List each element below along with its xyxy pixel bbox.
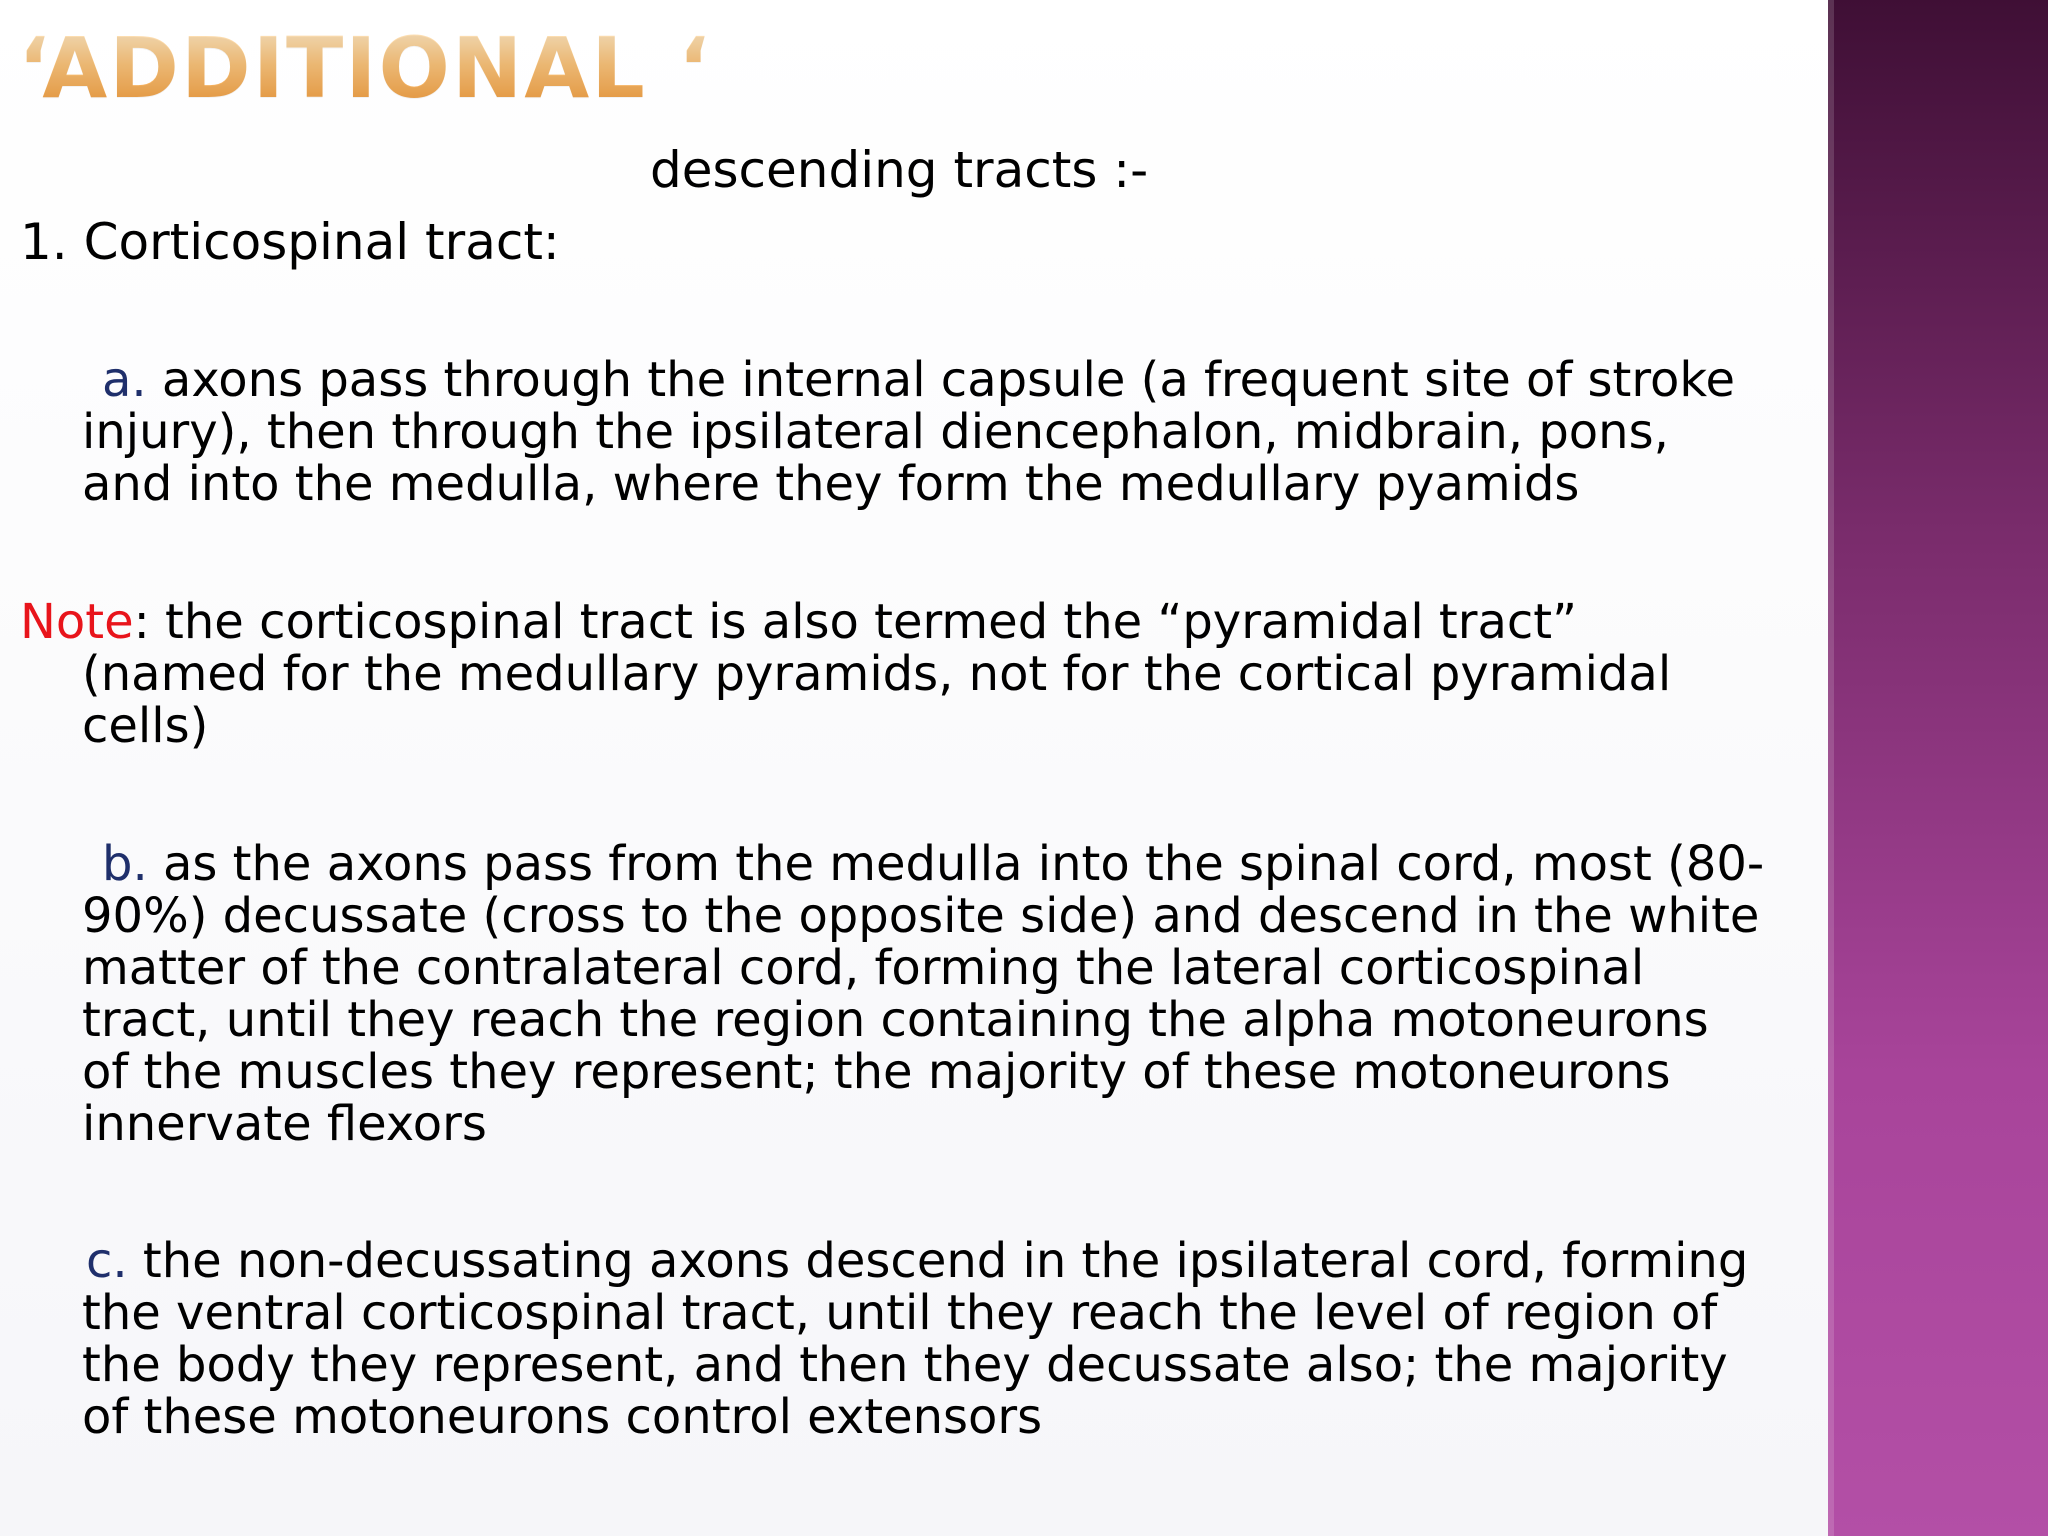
section-heading: 1. Corticospinal tract: <box>20 213 560 271</box>
paragraph-c-line-3: the body they represent, and then they decussate also; the majority <box>82 1337 1728 1393</box>
paragraph-b-line-6: innervate flexors <box>82 1096 487 1152</box>
note-line-3: cells) <box>82 698 209 754</box>
paragraph-c-text-1: the non-decussating axons descend in the ipsilateral cord, forming <box>127 1233 1749 1289</box>
paragraph-a-line-1 <box>82 354 1782 406</box>
paragraph-b-line-2: 90%) decussate (cross to the opposite side) and descend in the white <box>82 888 1760 944</box>
paragraph-b-line-1 <box>82 838 1782 890</box>
paragraph-b-line-3: matter of the contralateral cord, forming the lateral corticospinal <box>82 940 1645 996</box>
paragraph-c-line-1 <box>82 1235 1782 1287</box>
paragraph-c-line-2: the ventral corticospinal tract, until they reach the level of region of <box>82 1285 1718 1341</box>
paragraph-a-line-3: and into the medulla, where they form the medullary pyamids <box>82 456 1580 512</box>
note-line-1 <box>20 596 1720 648</box>
paragraph-c-marker: c. <box>86 1233 128 1289</box>
paragraph-a-marker: a. <box>102 352 147 408</box>
side-decoration-bar <box>1828 0 2048 1536</box>
paragraph-b-text-1: as the axons pass from the medulla into the spinal cord, most (80- <box>147 836 1765 892</box>
note-line-2: (named for the medullary pyramids, not for the cortical pyramidal <box>82 646 1672 702</box>
paragraph-b-line-5: of the muscles they represent; the majority of these motoneurons <box>82 1044 1671 1100</box>
paragraph-c-line-4: of these motoneurons control extensors <box>82 1389 1043 1445</box>
paragraph-c <box>82 1235 1782 1443</box>
paragraph-b-line-4: tract, until they reach the region containing the alpha motoneurons <box>82 992 1709 1048</box>
paragraph-b-marker: b. <box>102 836 148 892</box>
paragraph-a-text-1: axons pass through the internal capsule (a frequent site of stroke <box>146 352 1736 408</box>
slide-title: ‘ADDITIONAL ‘ <box>18 19 712 117</box>
slide-subtitle: descending tracts :- <box>650 141 1149 199</box>
paragraph-a-line-2: injury), then through the ipsilateral diencephalon, midbrain, pons, <box>82 404 1669 460</box>
note-label: Note <box>20 594 134 650</box>
paragraph-a <box>82 354 1782 510</box>
note-paragraph <box>20 596 1720 752</box>
paragraph-b <box>82 838 1782 1150</box>
note-text-1: : the corticospinal tract is also termed the “pyramidal tract” <box>133 594 1577 650</box>
